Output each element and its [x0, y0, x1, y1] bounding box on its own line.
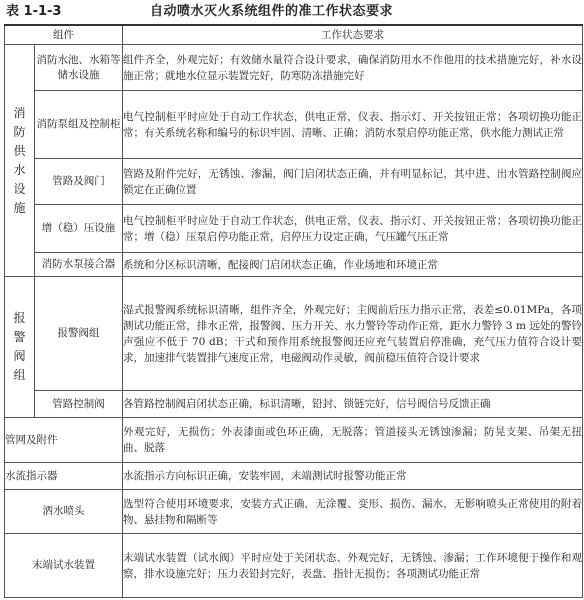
- table-row: [5, 418, 583, 463]
- table-row: [5, 277, 583, 391]
- component-cell: 末端试水装置: [5, 534, 123, 598]
- table-row: [5, 45, 583, 91]
- requirement-cell: 水流指示方向标识正确，安装牢固，末端测试时报警功能正常: [123, 463, 583, 490]
- group-label: [5, 277, 35, 418]
- group-label: [5, 45, 35, 277]
- table-row: [5, 159, 583, 205]
- requirement-cell: 电气控制柜平时应处于自动工作状态，供电正常，仪表、指示灯、开关按钮正常；各项切换功能正常；增（稳）压泵启停功能正常，启停压力设定正确，气压罐气压正常: [123, 205, 583, 253]
- requirement-cell: 湿式报警阀系统标识清晰，组件齐全，外观完好；主阀前后压力指示正常，表差≤0.01MPa，各项测试功能正常，排水正常，报警阀、压力开关、水力警铃等动作正常，距水力警铃 3 m 远处的警铃声强应不低于 70 dB；干式和预作用系统报警阀还应充气装置启停准确，充气压力值符合设计要求，加速排气装置排气速度正常，电磁阀动作灵敏，阀前稳压值符合设计要求: [123, 277, 583, 391]
- component-cell: 洒水喷头: [5, 490, 123, 534]
- requirement-cell: 选型符合使用环境要求，安装方式正确，无涂覆、变形、损伤、漏水，无影响喷头正常使用的附着物、悬挂物和隔断等: [123, 490, 583, 534]
- table-row: [5, 534, 583, 598]
- requirement-cell: 外观完好，无损伤；外表漆面或色环正确，无脱落；管道接头无锈蚀渗漏；防晃支架、吊架无扭曲、脱落: [123, 418, 583, 463]
- table-row: [5, 205, 583, 253]
- component-cell: 报警阀组: [35, 277, 123, 391]
- group-name: 消防供水设施: [13, 105, 26, 215]
- table-number: 表 1-1-3: [6, 4, 62, 19]
- table-row: [5, 490, 583, 534]
- table-row: [5, 391, 583, 418]
- requirement-cell: 管路及附件完好，无锈蚀、渗漏，阀门启闭状态正确，并有明显标记，其中进、出水管路控制阀应锁定在正确位置: [123, 159, 583, 205]
- component-cell: 管路及阀门: [35, 159, 123, 205]
- table-row: [5, 253, 583, 277]
- requirement-cell: 末端试水装置（试水阀）平时应处于关闭状态、外观完好，无锈蚀、渗漏；工作环境便于操作和观察，排水设施完好；压力表铅封完好，表盘、指针无损伤；各项测试功能正常: [123, 534, 583, 598]
- requirement-cell: 组件齐全，外观完好；有效储水量符合设计要求，确保消防用水不作他用的技术措施完好，补水设施正常；就地水位显示装置完好，防寒防冻措施完好: [123, 45, 583, 91]
- component-cell: 消防泵组及控制柜: [35, 91, 123, 159]
- table-title: 自动喷水灭火系统组件的准工作状态要求: [150, 4, 394, 19]
- table-row: [5, 91, 583, 159]
- requirements-table: [4, 24, 583, 598]
- component-cell: 消防水泵接合器: [35, 253, 123, 277]
- group-name: 报警阀组: [13, 311, 26, 382]
- component-cell: 管路控制阀: [35, 391, 123, 418]
- header-row: [5, 25, 583, 45]
- requirement-cell: 电气控制柜平时应处于自动工作状态，供电正常，仪表、指示灯、开关按钮正常；各项切换功能正常；有关系统名称和编号的标识牢固、清晰、正确；消防水泵启停功能正常，供水能力测试正常: [123, 91, 583, 159]
- component-cell: 管网及附件: [5, 418, 123, 463]
- header-requirement: 工作状态要求: [123, 25, 583, 45]
- requirement-cell: 系统和分区标识清晰，配接阀门启闭状态正确，作业场地和环境正常: [123, 253, 583, 277]
- component-cell: 增（稳）压设施: [35, 205, 123, 253]
- header-component: 组件: [5, 25, 123, 45]
- requirement-cell: 各管路控制阀启闭状态正确，标识清晰，铅封、锁链完好，信号阀信号反馈正确: [123, 391, 583, 418]
- table-caption: [0, 0, 584, 24]
- component-cell: 水流指示器: [5, 463, 123, 490]
- component-cell: 消防水池、水箱等储水设施: [35, 45, 123, 91]
- table-row: [5, 463, 583, 490]
